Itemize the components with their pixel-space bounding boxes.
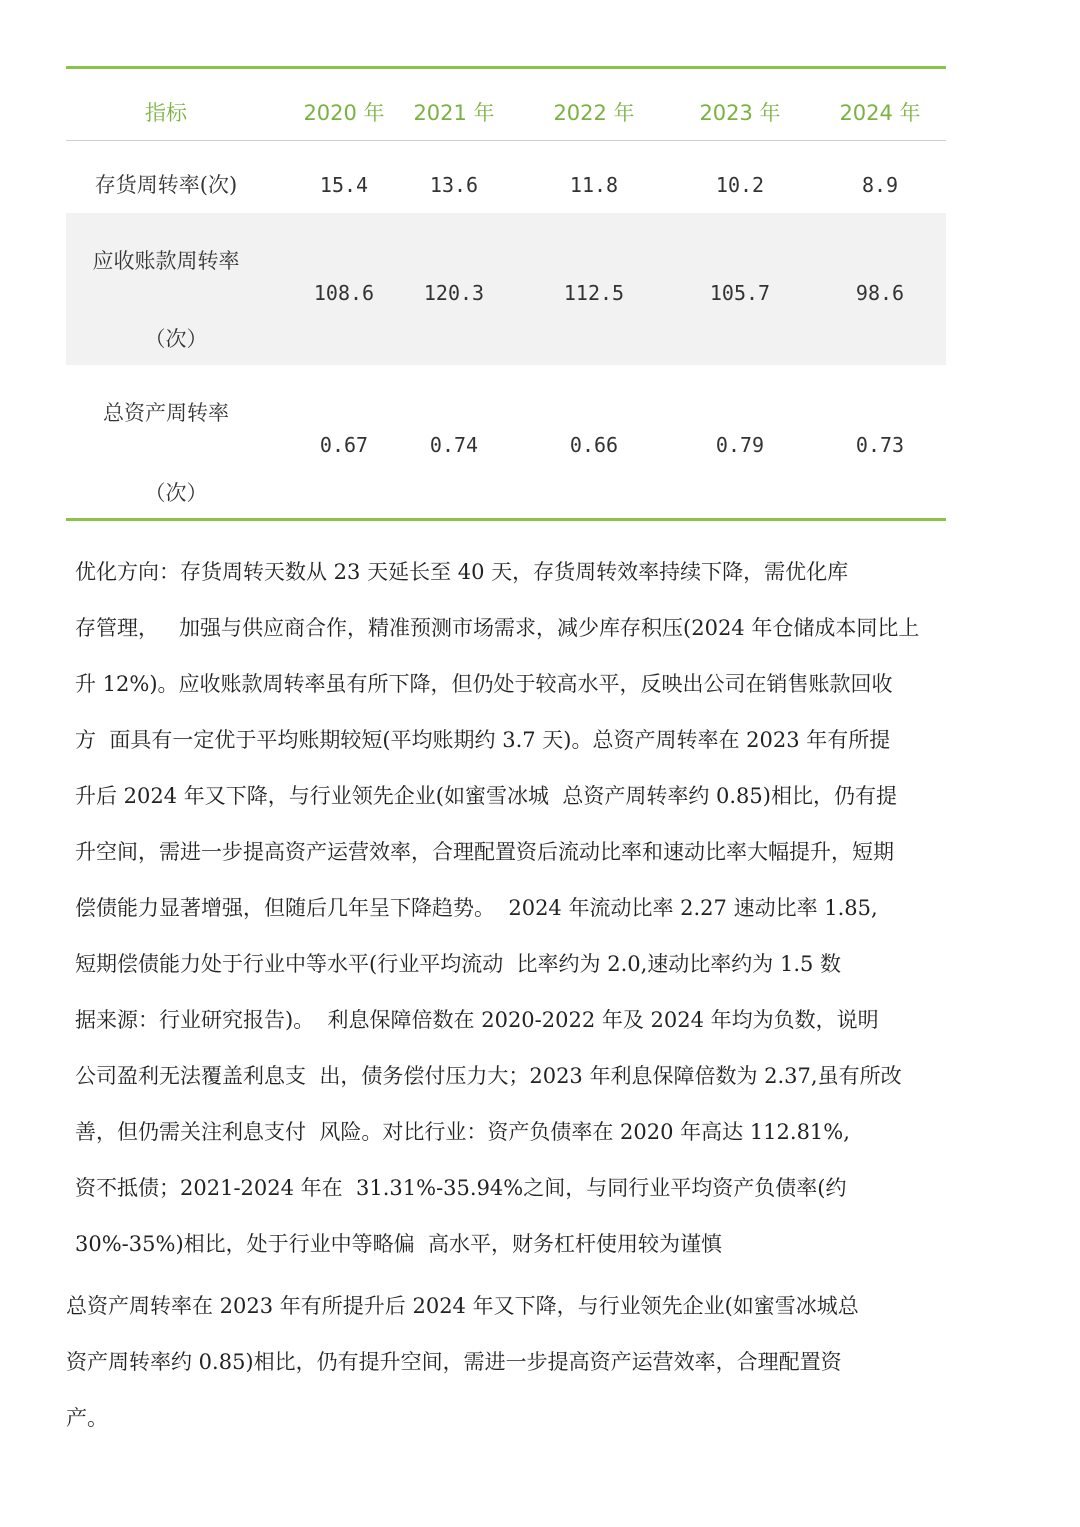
cell-value: 0.66 [569,433,619,457]
cell-value: 112.5 [563,281,625,305]
header-year-2024: 2024 年 [839,101,921,125]
paragraph-line: 总资产周转率在 2023 年有所提升后 2024 年又下降，与行业领先企业(如蜜雪冰城总 [66,1294,859,1318]
header-indicator: 指标 [145,101,187,125]
cell-value: 8.9 [861,173,899,197]
paragraph-line: 公司盈利无法覆盖利息支 出，债务偿付压力大；2023 年利息保障倍数为 2.37,虽有所改 [75,1064,902,1088]
paragraph-line: 据来源：行业研究报告)。 利息保障倍数在 2020-2022 年及 2024 年均为负数，说明 [75,1008,879,1032]
paragraph-line: 善，但仍需关注利息支付 风险。对比行业：资产负债率在 2020 年高达 112.81%, [75,1120,850,1144]
cell-value: 13.6 [429,173,479,197]
paragraph-line: 优化方向：存货周转天数从 23 天延长至 40 天，存货周转效率持续下降，需优化库 [75,560,849,584]
paragraph-line: 偿债能力显著增强，但随后几年呈下降趋势。 2024 年流动比率 2.27 速动比率 1.85, [75,896,878,920]
paragraph-line: 存管理， 加强与供应商合作，精准预测市场需求，减少库存积压(2024 年仓储成本同比上 [75,616,920,640]
paragraph-line: 升后 2024 年又下降，与行业领先企业(如蜜雪冰城 总资产周转率约 0.85)相比，仍有提 [75,784,897,808]
header-year-2020: 2020 年 [303,101,385,125]
paragraph-line: 资不抵债；2021-2024 年在 31.31%-35.94%之间，与同行业平均资产负债率(约 [75,1176,847,1200]
row-label-unit: （次） [144,481,208,505]
cell-value: 15.4 [319,173,369,197]
cell-value: 0.67 [319,433,369,457]
paragraph-line: 短期偿债能力处于行业中等水平(行业平均流动 比率约为 2.0,速动比率约为 1.5 数 [75,952,842,976]
cell-value: 105.7 [709,281,771,305]
row-label: 应收账款周转率 [92,249,240,273]
paragraph-line: 升 12%)。应收账款周转率虽有所下降，但仍处于较高水平，反映出公司在销售账款回收 [75,672,893,696]
paragraph-line: 资产周转率约 0.85)相比，仍有提升空间，需进一步提高资产运营效率，合理配置资 [66,1350,842,1374]
summary-paragraph [66,1278,1016,1446]
header-year-2021: 2021 年 [413,101,495,125]
paragraph-line: 30%-35%)相比，处于行业中等略偏 高水平，财务杠杆使用较为谨慎 [75,1232,722,1256]
row-label-unit: （次） [144,327,208,351]
paragraph-line: 方 面具有一定优于平均账期较短(平均账期约 3.7 天)。总资产周转率在 2023 年有所提 [75,728,891,752]
cell-value: 11.8 [569,173,619,197]
table-bottom-rule [66,518,946,521]
table-header-row [66,69,946,140]
header-year-2023: 2023 年 [699,101,781,125]
cell-value: 0.73 [855,433,905,457]
cell-value: 98.6 [855,281,905,305]
cell-value: 120.3 [423,281,485,305]
row-label: 总资产周转率 [103,401,229,425]
cell-value: 0.74 [429,433,479,457]
table-row [66,141,946,213]
cell-value: 10.2 [715,173,765,197]
paragraph-line: 升空间，需进一步提高资产运营效率，合理配置资后流动比率和速动比率大幅提升，短期 [75,840,894,864]
table-row [66,213,946,365]
cell-value: 0.79 [715,433,765,457]
cell-value: 108.6 [313,281,375,305]
paragraph-line: 产。 [66,1406,108,1430]
analysis-paragraph [75,544,1015,1272]
table-row [66,365,946,517]
header-year-2022: 2022 年 [553,101,635,125]
row-label: 存货周转率(次) [94,173,238,197]
